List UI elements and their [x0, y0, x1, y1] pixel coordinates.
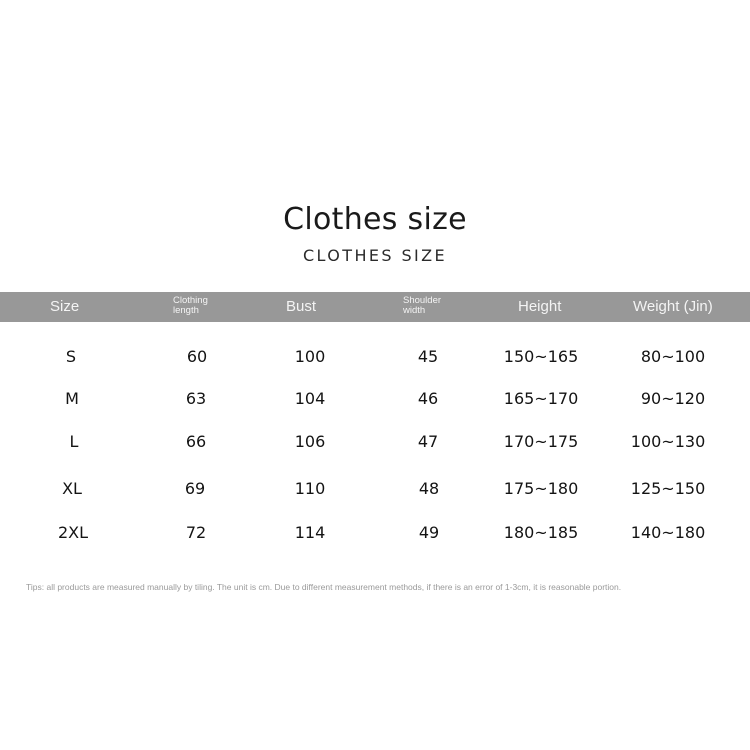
cell-shoulder-width: 45: [417, 347, 439, 366]
header-clothing-length-line2: length: [173, 305, 199, 316]
cell-weight: 100~130: [630, 432, 706, 451]
cell-size: 2XL: [57, 523, 89, 542]
cell-bust: 106: [294, 432, 326, 451]
cell-shoulder-width: 49: [418, 523, 440, 542]
cell-weight: 140~180: [630, 523, 706, 542]
cell-height: 170~175: [503, 432, 579, 451]
page-title: Clothes size: [283, 202, 467, 237]
cell-height: 150~165: [503, 347, 579, 366]
header-weight: Weight (Jin): [633, 298, 713, 315]
cell-height: 180~185: [503, 523, 579, 542]
cell-shoulder-width: 48: [418, 479, 440, 498]
cell-height: 175~180: [503, 479, 579, 498]
page-subtitle: CLOTHES SIZE: [302, 246, 447, 265]
header-height: Height: [518, 298, 562, 315]
cell-weight: 125~150: [630, 479, 706, 498]
cell-bust: 100: [294, 347, 326, 366]
cell-weight: 90~120: [640, 389, 706, 408]
cell-clothing-length: 63: [185, 389, 207, 408]
cell-clothing-length: 66: [185, 432, 207, 451]
table-row: [0, 432, 750, 456]
cell-size: L: [69, 432, 79, 451]
cell-size: M: [65, 389, 79, 408]
table-row: [0, 523, 750, 547]
table-row: [0, 389, 750, 413]
cell-size: XL: [62, 479, 82, 498]
header-size: Size: [50, 298, 80, 315]
table-row: [0, 347, 750, 371]
cell-shoulder-width: 46: [417, 389, 439, 408]
cell-size: S: [65, 347, 77, 366]
cell-clothing-length: 69: [184, 479, 206, 498]
cell-bust: 110: [294, 479, 326, 498]
cell-weight: 80~100: [640, 347, 706, 366]
header-shoulder-width-line1: Shoulder: [403, 295, 442, 306]
table-header: [0, 292, 750, 322]
cell-bust: 114: [294, 523, 326, 542]
cell-height: 165~170: [503, 389, 579, 408]
table-row: [0, 479, 750, 503]
cell-shoulder-width: 47: [417, 432, 439, 451]
header-clothing-length-line1: Clothing: [173, 295, 208, 306]
cell-clothing-length: 60: [186, 347, 208, 366]
header-shoulder-width: [403, 296, 441, 316]
header-shoulder-width-line2: width: [403, 305, 426, 316]
cell-clothing-length: 72: [185, 523, 207, 542]
cell-bust: 104: [294, 389, 326, 408]
tips-note: Tips: all products are measured manually by tiling. The unit is cm. Due to different measurement methods, if there is an error of 1-3cm, it is reasonable portion.: [26, 582, 622, 592]
header-bust: Bust: [286, 298, 317, 315]
header-clothing-length: [173, 296, 208, 316]
